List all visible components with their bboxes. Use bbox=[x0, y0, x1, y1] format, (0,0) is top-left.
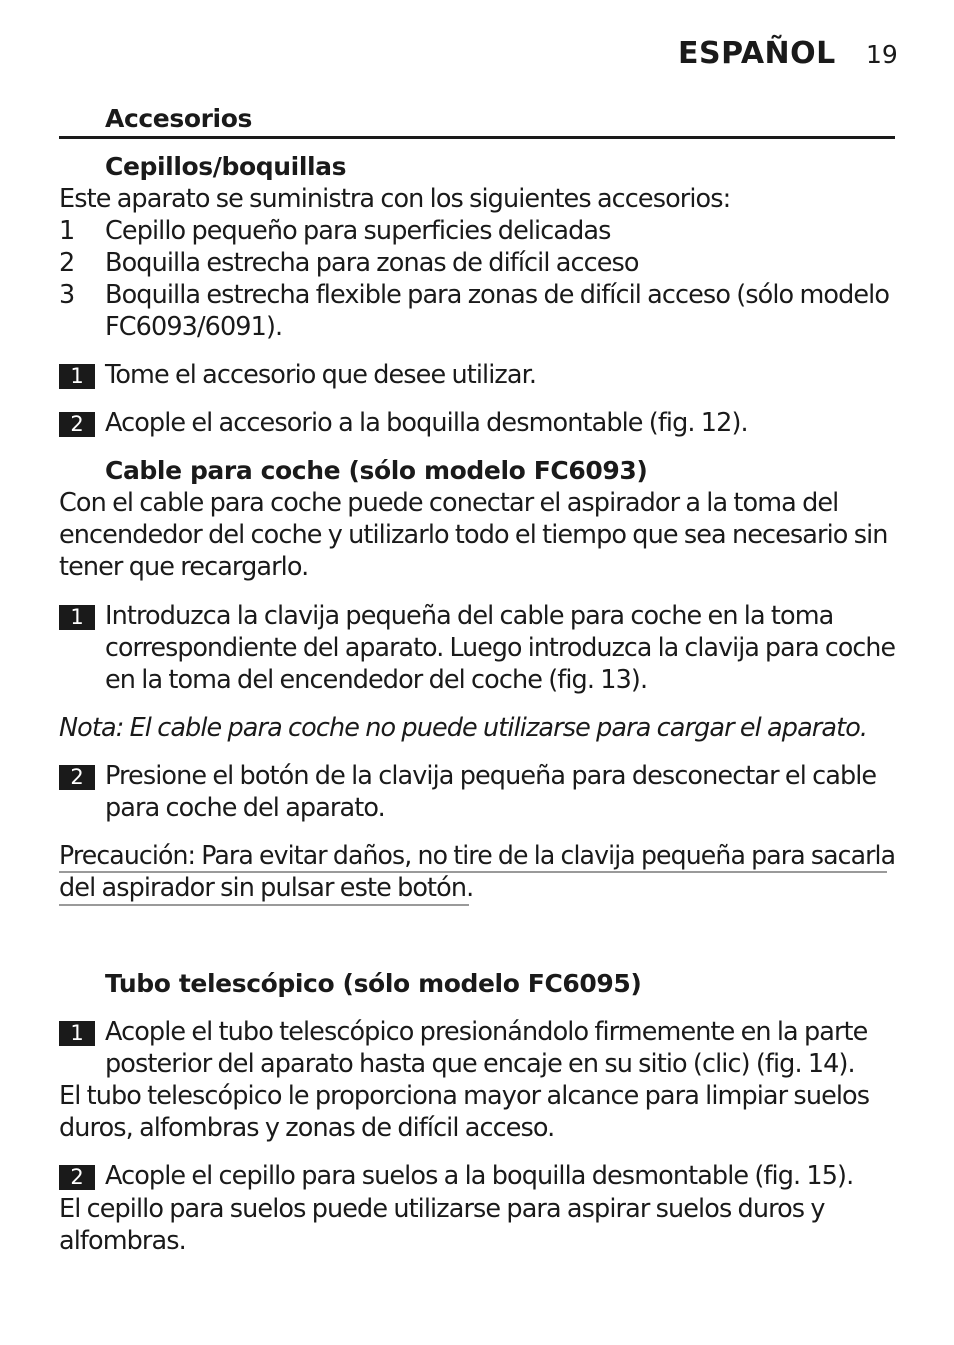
step-badge: 1 bbox=[59, 605, 95, 630]
step-badge: 1 bbox=[59, 1021, 95, 1046]
step-text: Introduzca la clavija pequeña del cable para coche en la toma bbox=[105, 601, 834, 631]
caution-underline bbox=[59, 904, 469, 906]
list-number: 1 bbox=[59, 216, 76, 246]
step-text: Acople el cepillo para suelos a la boquilla desmontable (fig. 15). bbox=[105, 1161, 854, 1191]
step-text: Acople el accesorio a la boquilla desmontable (fig. 12). bbox=[105, 408, 748, 438]
step-badge: 2 bbox=[59, 412, 95, 437]
note-text: Nota: El cable para coche no puede utilizarse para cargar el aparato. bbox=[59, 713, 868, 743]
step-text: correspondiente del aparato. Luego introduzca la clavija para coche bbox=[105, 633, 896, 663]
step-text: Tome el accesorio que desee utilizar. bbox=[105, 360, 537, 390]
tube-text: El tubo telescópico le proporciona mayor alcance para limpiar suelos bbox=[59, 1081, 870, 1111]
list-number: 3 bbox=[59, 280, 76, 310]
car-cable-intro: encendedor del coche y utilizarlo todo el tiempo que sea necesario sin bbox=[59, 520, 888, 550]
tube-text: El cepillo para suelos puede utilizarse para aspirar suelos duros y bbox=[59, 1194, 825, 1224]
step-text: para coche del aparato. bbox=[105, 793, 385, 823]
car-cable-title: Cable para coche (sólo modelo FC6093) bbox=[105, 456, 648, 485]
step-badge: 2 bbox=[59, 1165, 95, 1190]
car-cable-intro: tener que recargarlo. bbox=[59, 552, 309, 582]
language-heading: ESPAÑOL bbox=[678, 36, 836, 71]
list-item: Boquilla estrecha para zonas de difícil acceso bbox=[105, 248, 639, 278]
step-text: posterior del aparato hasta que encaje en su sitio (clic) (fig. 14). bbox=[105, 1049, 855, 1079]
page-number: 19 bbox=[866, 40, 898, 69]
tube-text: alfombras. bbox=[59, 1226, 186, 1256]
list-item: Cepillo pequeño para superficies delicadas bbox=[105, 216, 611, 246]
caution-text: del aspirador sin pulsar este botón. bbox=[59, 873, 474, 903]
step-text: Presione el botón de la clavija pequeña para desconectar el cable bbox=[105, 761, 877, 791]
section-title: Accesorios bbox=[105, 104, 252, 133]
list-item-continued: FC6093/6091). bbox=[105, 312, 283, 342]
caution-text: Precaución: Para evitar daños, no tire de la clavija pequeña para sacarla bbox=[59, 841, 896, 871]
tube-title: Tubo telescópico (sólo modelo FC6095) bbox=[105, 969, 642, 998]
list-item: Boquilla estrecha flexible para zonas de difícil acceso (sólo modelo bbox=[105, 280, 890, 310]
brushes-title: Cepillos/boquillas bbox=[105, 152, 347, 181]
step-badge: 2 bbox=[59, 765, 95, 790]
list-number: 2 bbox=[59, 248, 76, 278]
step-text: Acople el tubo telescópico presionándolo firmemente en la parte bbox=[105, 1017, 868, 1047]
car-cable-intro: Con el cable para coche puede conectar el aspirador a la toma del bbox=[59, 488, 839, 518]
step-badge: 1 bbox=[59, 364, 95, 389]
section-rule bbox=[59, 136, 895, 139]
step-text: en la toma del encendedor del coche (fig. 13). bbox=[105, 665, 648, 695]
tube-text: duros, alfombras y zonas de difícil acceso. bbox=[59, 1113, 555, 1143]
brushes-intro: Este aparato se suministra con los siguientes accesorios: bbox=[59, 184, 731, 214]
